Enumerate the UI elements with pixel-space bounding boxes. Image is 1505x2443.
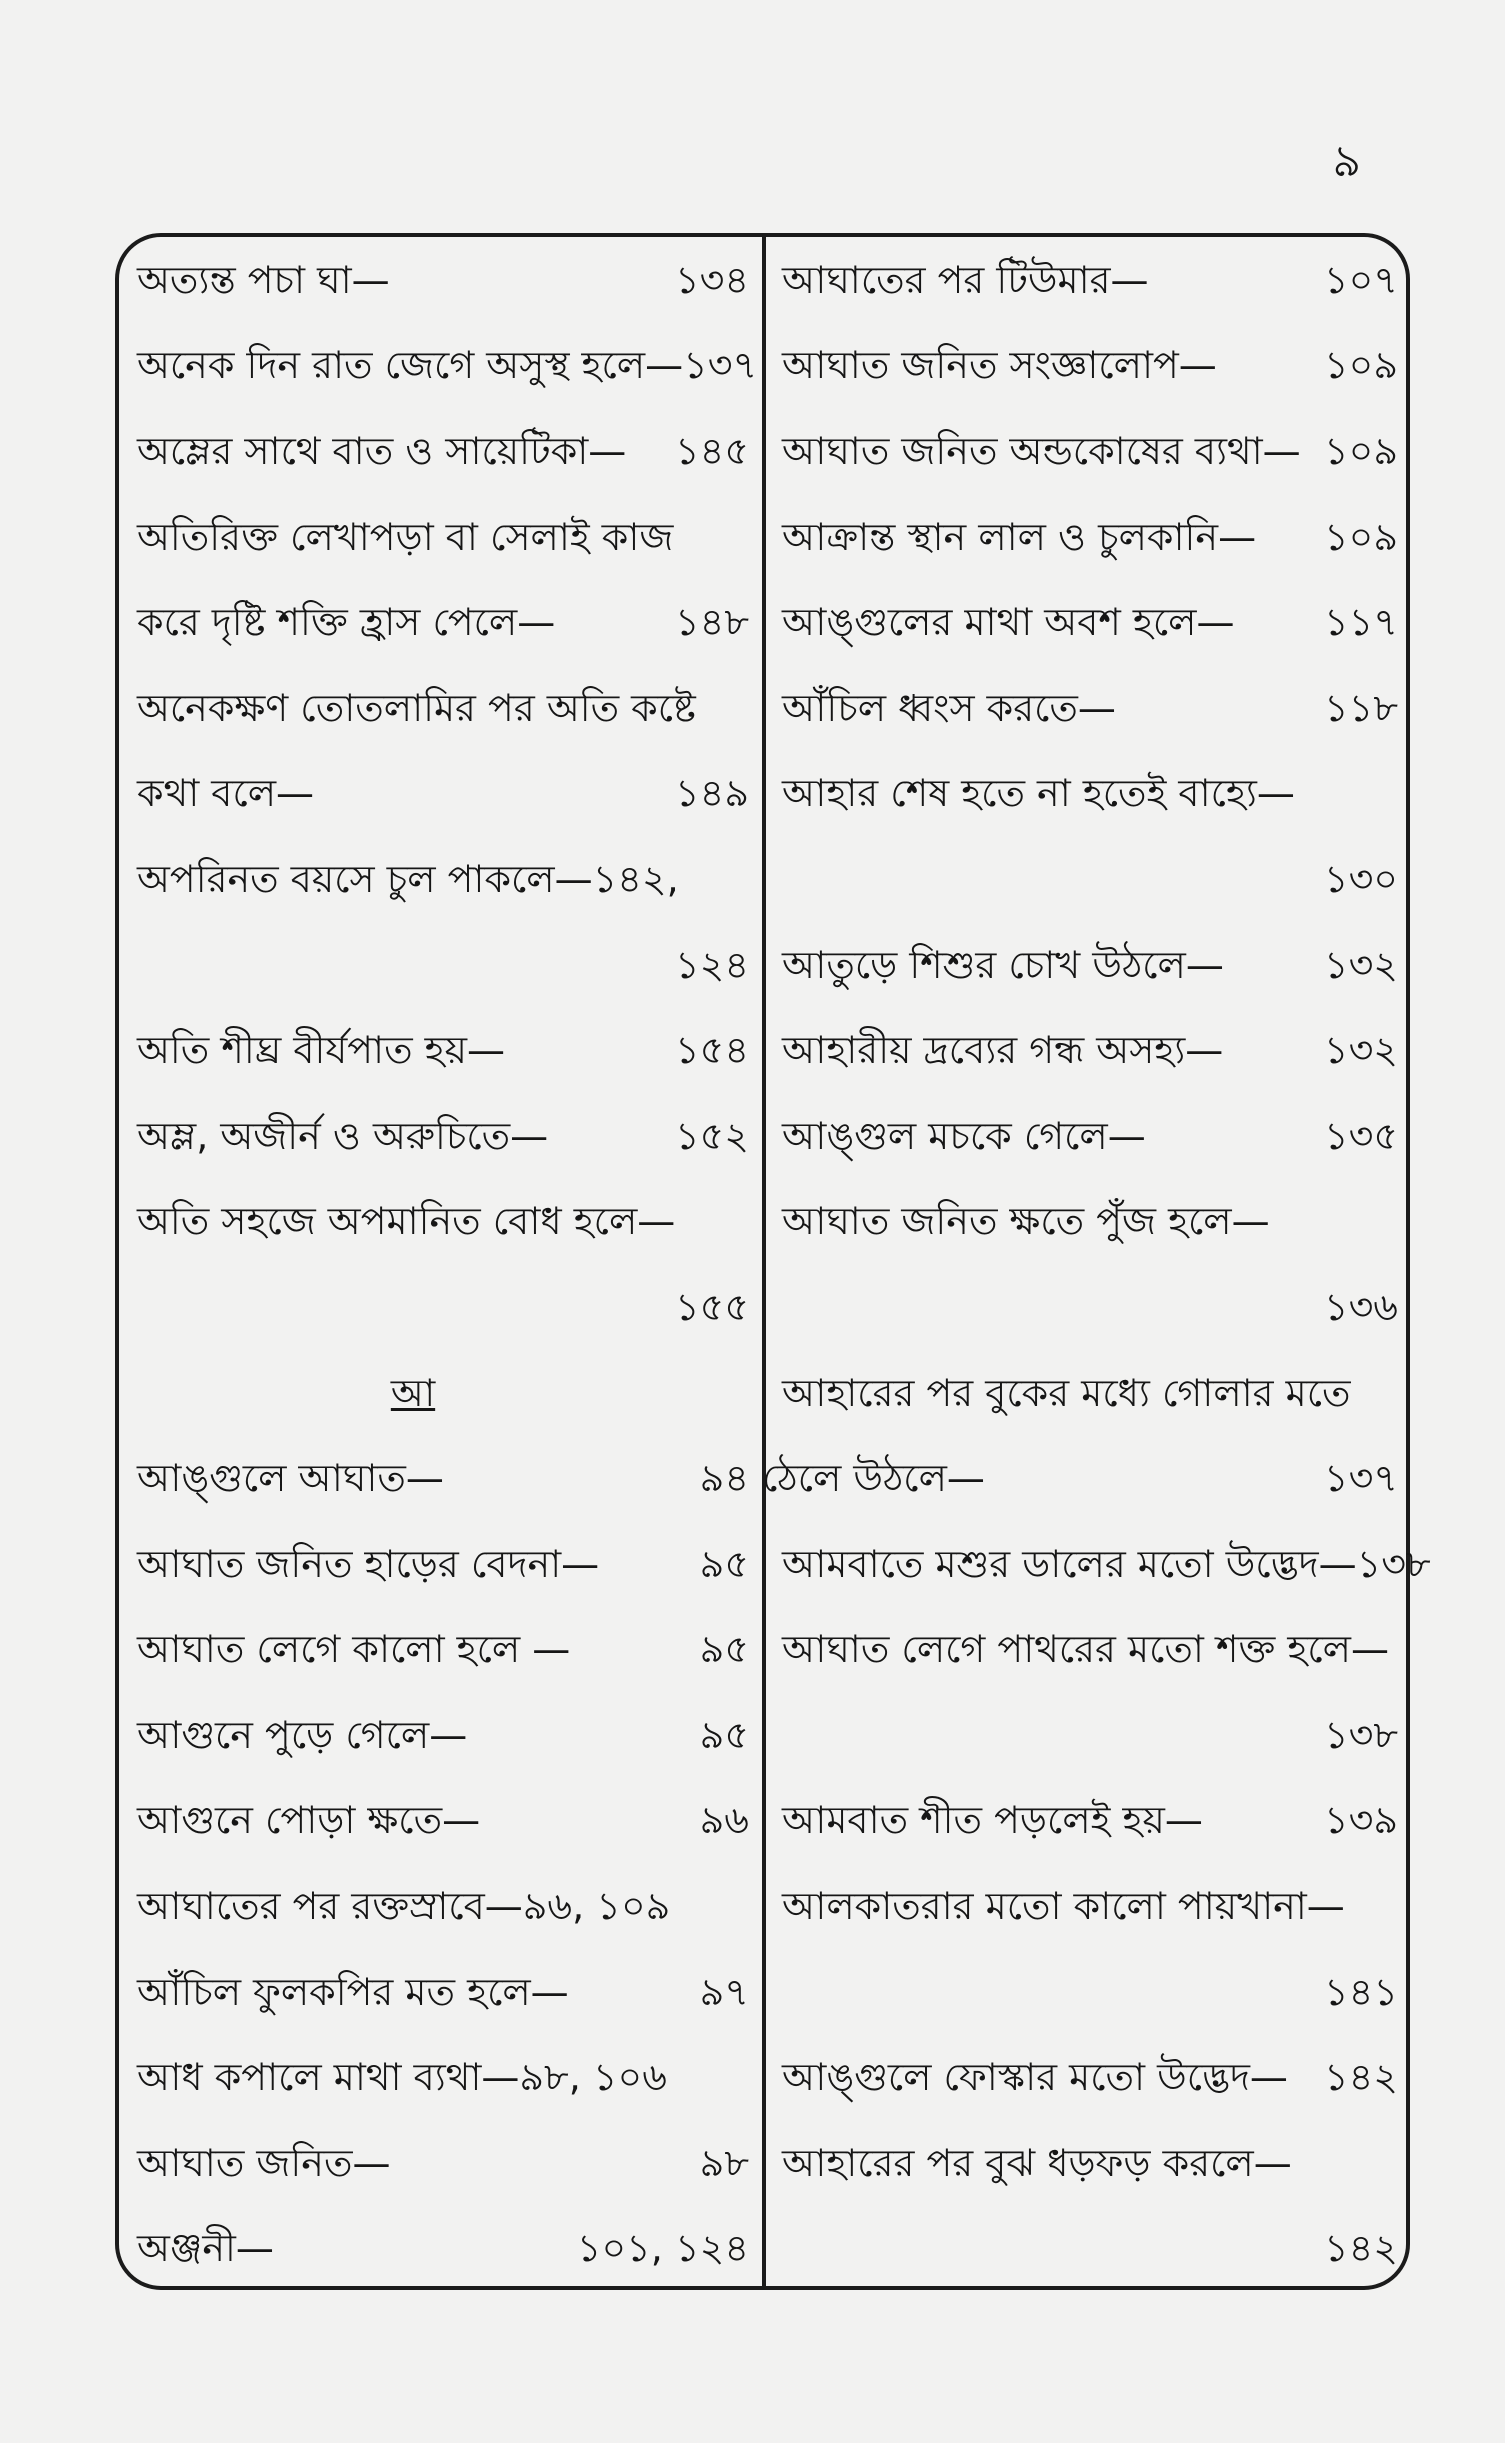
index-entry [782,754,1398,840]
entry-page-number: ১০৯ [1323,514,1398,559]
index-entry [782,497,1398,583]
entry-page-number: ১২৪ [674,942,749,987]
index-entry [782,411,1398,497]
index-entry [782,1695,1398,1781]
index-entry [137,240,749,326]
entry-page-number: ১৪৯ [675,771,749,816]
index-entry [137,2037,749,2123]
index-entry [782,1866,1398,1952]
entry-text: আঘাত জনিত— [137,2140,391,2185]
index-entry [137,2123,749,2209]
index-entry [782,326,1398,412]
section-heading [137,1353,749,1439]
entry-text: অতিরিক্ত লেখাপড়া বা সেলাই কাজ [137,514,674,559]
index-entry [782,839,1398,925]
entry-page-number: ১৩২ [1323,1028,1398,1073]
index-entry [137,925,749,1011]
index-entry [137,1952,749,2038]
entry-page-number: ১০৯ [1323,428,1398,473]
entry-text: আঘাতের পর টিউমার— [782,257,1149,302]
index-entry [137,1096,749,1182]
index-entry [782,925,1398,1011]
left-index-column [137,240,758,2294]
entry-page-number: ১৩৮ [1356,1541,1431,1586]
index-entry [782,1010,1398,1096]
index-entry [137,1438,749,1524]
entry-text: অনেক দিন রাত জেগে অসুস্থ হলে— [137,343,684,388]
entry-page-number: ১৪১ [1324,1969,1398,2014]
index-entry [782,2209,1398,2295]
index-entry [782,240,1398,326]
index-entry [782,1952,1398,2038]
index-entry [782,2123,1398,2209]
entry-text: আগুনে পুড়ে গেলে— [137,1712,468,1757]
entry-text: আঘাত জনিত অন্ডকোষের ব্যথা— [782,428,1301,473]
entry-page-number: ১১৭ [1323,600,1398,645]
index-entry [137,1524,749,1610]
index-entry [137,1182,749,1268]
entry-text: অনেকক্ষণ তোতলামির পর অতি কষ্টে [137,685,696,730]
index-entry [137,668,749,754]
entry-text: আহার শেষ হতে না হতেই বাহ্যে— [782,771,1295,816]
index-entry [137,1695,749,1781]
entry-page-number: ১৩৫ [1323,1113,1398,1158]
entry-text: আধ কপালে মাথা ব্যথা—৯৮, ১০৬ [137,2055,667,2100]
entry-page-number: ১০১, ১২৪ [576,2226,749,2271]
index-entry [782,2037,1398,2123]
entry-page-number: ১৫২ [674,1113,749,1158]
index-entry [137,839,749,925]
index-entry [782,1267,1398,1353]
entry-text: আমবাত শীত পড়লেই হয়— [782,1798,1203,1843]
entry-text: অঞ্জনী— [137,2226,274,2271]
entry-text: অতি শীঘ্র বীর্যপাত হয়— [137,1028,506,1073]
entry-page-number: ১৩০ [1323,856,1398,901]
entry-text: আমবাতে মশুর ডালের মতো উদ্ভেদ— [782,1541,1357,1586]
entry-text: আতুড়ে শিশুর চোখ উঠলে— [782,942,1224,987]
entry-page-number: ১৩২ [1323,942,1398,987]
entry-page-number: ১৪৫ [675,428,749,473]
entry-text: ঠেলে উঠলে— [762,1456,985,1501]
entry-text: আঁচিল ফুলকপির মত হলে— [137,1969,569,2014]
index-entry [137,497,749,583]
entry-text: আঙ্গুলের মাথা অবশ হলে— [782,600,1235,645]
entry-page-number: ১৩৭ [683,343,758,388]
index-entry [137,1610,749,1696]
entry-text: আহারের পর বুঝ ধড়ফড় করলে— [782,2140,1292,2185]
entry-text: আঘাত লেগে কালো হলে — [137,1627,571,1672]
entry-text: অত্যন্ত পচা ঘা— [137,257,390,302]
entry-page-number: ৯৫ [699,1712,749,1757]
entry-page-number: ১৩৬ [1323,1284,1398,1329]
entry-page-number: ৯৪ [699,1456,749,1501]
entry-page-number: ১৫৪ [675,1028,749,1073]
entry-text: আঁচিল ধ্বংস করতে— [782,685,1116,730]
entry-text: আক্রান্ত স্থান লাল ও চুলকানি— [782,514,1257,559]
page-number: ৯ [1332,136,1361,187]
entry-page-number: ৯৫ [699,1541,749,1586]
entry-text: আহারীয় দ্রব্যের গন্ধ অসহ্য— [782,1028,1224,1073]
entry-page-number: ১৪৮ [675,600,749,645]
index-entry [782,1781,1398,1867]
index-entry [137,411,749,497]
index-entry [137,2209,749,2295]
entry-page-number: ১৫৫ [675,1284,749,1329]
entry-text: করে দৃষ্টি শক্তি হ্রাস পেলে— [137,600,556,645]
index-entry [137,326,758,412]
right-index-column [762,240,1431,2294]
entry-page-number: ৯৬ [699,1798,749,1843]
entry-page-number: ৯৫ [699,1627,749,1672]
entry-text: অম্ল, অজীর্ন ও অরুচিতে— [137,1113,549,1158]
entry-text: অপরিনত বয়সে চুল পাকলে—১৪২, [137,856,679,901]
entry-text: আলকাতরার মতো কালো পায়খানা— [782,1884,1345,1929]
entry-page-number: ১১৮ [1324,685,1398,730]
index-entry [782,1353,1398,1439]
entry-text: অম্লের সাথে বাত ও সায়েটিকা— [137,428,627,473]
entry-page-number: ৯৭ [699,1969,749,2014]
index-entry [782,1096,1398,1182]
entry-text: আগুনে পোড়া ক্ষতে— [137,1798,481,1843]
entry-text: আঘাত জনিত সংজ্ঞালোপ— [782,343,1217,388]
entry-page-number: ৯৮ [699,2140,749,2185]
entry-text: আঘাত লেগে পাথরের মতো শক্ত হলে— [782,1627,1389,1672]
index-entry [137,1866,749,1952]
section-heading-letter: আ [390,1370,436,1415]
entry-text: আঙ্গুলে আঘাত— [137,1456,444,1501]
index-entry [762,1438,1398,1524]
index-entry [782,668,1398,754]
entry-page-number: ১৪২ [1323,2055,1398,2100]
entry-text: অতি সহজে অপমানিত বোধ হলে— [137,1199,676,1244]
index-entry [137,582,749,668]
entry-page-number: ১০৭ [1323,257,1398,302]
entry-page-number: ১০৯ [1323,343,1398,388]
entry-page-number: ১৪২ [1323,2226,1398,2271]
entry-text: আঘাতের পর রক্তস্রাবে—৯৬, ১০৯ [137,1884,671,1929]
entry-text: আঘাত জনিত হাড়ের বেদনা— [137,1541,600,1586]
index-entry [137,1781,749,1867]
index-entry [137,1267,749,1353]
entry-page-number: ১৩৭ [1323,1456,1398,1501]
index-entry [782,1524,1431,1610]
index-entry [137,754,749,840]
entry-page-number: ১৩৮ [1323,1712,1398,1757]
index-entry [782,582,1398,668]
index-entry [137,1010,749,1096]
column-divider [762,233,766,2290]
entry-page-number: ১৩৪ [674,257,749,302]
entry-text: আঘাত জনিত ক্ষতে পুঁজ হলে— [782,1199,1270,1244]
entry-text: আহারের পর বুকের মধ্যে গোলার মতে [782,1370,1351,1415]
index-entry [782,1182,1398,1268]
entry-text: আঙ্গুলে ফোস্কার মতো উদ্ভেদ— [782,2055,1288,2100]
entry-text: আঙ্গুল মচকে গেলে— [782,1113,1146,1158]
index-entry [782,1610,1398,1696]
entry-text: কথা বলে— [137,771,315,816]
entry-page-number: ১৩৯ [1323,1798,1398,1843]
